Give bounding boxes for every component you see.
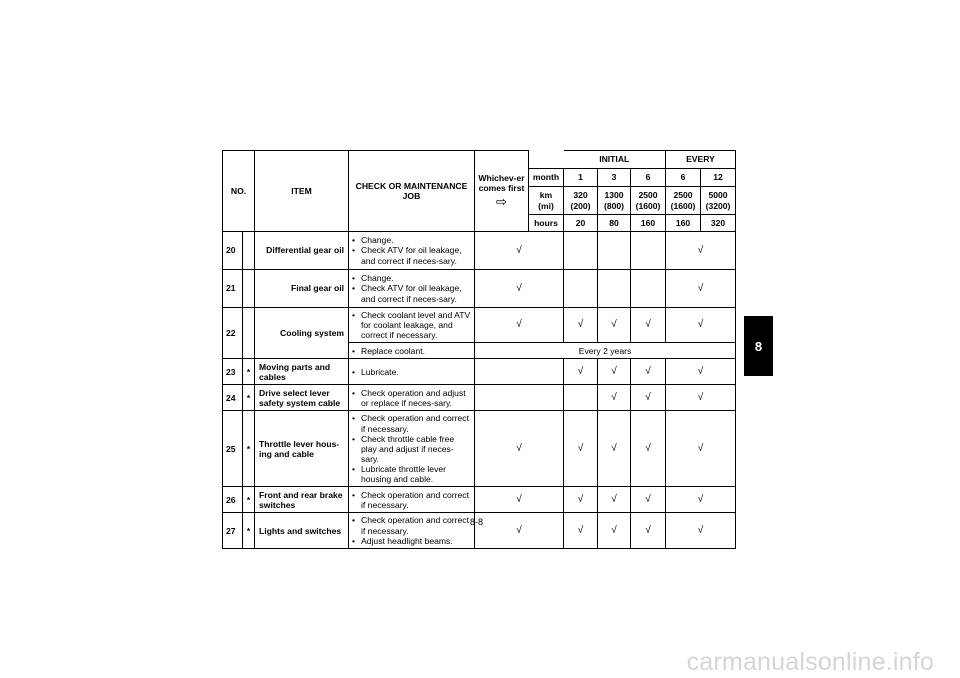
- table-row: [223, 487, 736, 513]
- header-initial: INITIAL: [564, 151, 666, 169]
- check-mark: √: [598, 487, 631, 513]
- check-mark: √: [598, 385, 631, 411]
- job-line: • Check operation and correct if necessary.: [352, 490, 471, 510]
- row-job: [349, 270, 475, 308]
- km-label: km (mi): [529, 187, 564, 215]
- hours-label: hours: [529, 215, 564, 232]
- month-2: 3: [598, 169, 631, 187]
- check-mark: √: [666, 270, 736, 308]
- row-job: [349, 359, 475, 385]
- row-item: Front and rear brake switches: [255, 487, 349, 513]
- table-row: [223, 411, 736, 487]
- job-line: • Check operation and correct if necessary.: [352, 413, 471, 433]
- row-number: 24: [223, 385, 243, 411]
- check-mark: √: [666, 308, 736, 343]
- check-mark: √: [666, 487, 736, 513]
- check-mark: √: [598, 513, 631, 548]
- job-line: • Change.: [352, 235, 471, 245]
- check-mark: √: [598, 411, 631, 487]
- row-number: 23: [223, 359, 243, 385]
- check-mark: √: [564, 359, 598, 385]
- row-star: *: [243, 385, 255, 411]
- check-mark: √: [666, 513, 736, 548]
- job-line: • Replace coolant.: [352, 346, 471, 356]
- month-4: 6: [666, 169, 701, 187]
- row-item: Throttle lever hous-ing and cable: [255, 411, 349, 487]
- right-arrow-icon: ⇨: [496, 193, 507, 209]
- check-mark: √: [631, 513, 666, 548]
- header-job: CHECK OR MAINTENANCE JOB: [349, 151, 475, 232]
- check-mark: √: [475, 232, 564, 270]
- header-row-1: [223, 151, 736, 169]
- row-number: 22: [223, 308, 243, 359]
- row-star: [243, 308, 255, 359]
- month-3: 6: [631, 169, 666, 187]
- check-mark: √: [666, 359, 736, 385]
- row-item: Lights and switches: [255, 513, 349, 548]
- check-mark: √: [631, 359, 666, 385]
- whichever-text: Whichev-er comes first: [478, 172, 525, 193]
- job-line: • Lubricate.: [352, 367, 471, 377]
- table-row: [223, 385, 736, 411]
- row-number: 20: [223, 232, 243, 270]
- row-job: [349, 232, 475, 270]
- job-line: • Check throttle cable free play and adjust if neces-sary.: [352, 434, 471, 464]
- check-mark: √: [666, 411, 736, 487]
- job-line: • Change.: [352, 273, 471, 283]
- check-mark: √: [666, 232, 736, 270]
- job-line: • Lubricate throttle lever housing and cable.: [352, 464, 471, 484]
- table-row: [223, 359, 736, 385]
- row-star: *: [243, 411, 255, 487]
- km-4: 2500 (1600): [666, 187, 701, 215]
- watermark: carmanualsonline.info: [686, 648, 934, 676]
- row-item: Drive select lever safety system cable: [255, 385, 349, 411]
- check-mark: √: [666, 385, 736, 411]
- table-row: [223, 308, 736, 343]
- row-job: [349, 343, 475, 359]
- check-mark: √: [564, 513, 598, 548]
- row-number: 25: [223, 411, 243, 487]
- row-job: [349, 385, 475, 411]
- header-item: ITEM: [255, 151, 349, 232]
- row-job: [349, 513, 475, 548]
- month-label: month: [529, 169, 564, 187]
- row-item: Differential gear oil: [255, 232, 349, 270]
- job-line: • Check ATV for oil leakage, and correct if neces-sary.: [352, 283, 471, 303]
- job-line: • Check operation and adjust or replace if neces-sary.: [352, 388, 471, 408]
- row-star: [243, 270, 255, 308]
- row-star: [243, 232, 255, 270]
- table-row: [223, 232, 736, 270]
- row-number: 27: [223, 513, 243, 548]
- row-job: [349, 308, 475, 343]
- check-mark: √: [475, 308, 564, 343]
- check-mark: √: [598, 308, 631, 343]
- check-mark: √: [631, 308, 666, 343]
- month-1: 1: [564, 169, 598, 187]
- check-mark: √: [564, 308, 598, 343]
- check-mark: √: [631, 487, 666, 513]
- check-mark: √: [631, 411, 666, 487]
- table-row: [223, 270, 736, 308]
- check-mark: √: [475, 513, 564, 548]
- row-star: *: [243, 513, 255, 548]
- chapter-tab: 8: [744, 316, 773, 376]
- header-whichever: [475, 151, 529, 232]
- job-line: • Check operation and correct if necessary.: [352, 515, 471, 535]
- header-every: EVERY: [666, 151, 736, 169]
- row-item: Final gear oil: [255, 270, 349, 308]
- row-job: [349, 411, 475, 487]
- job-line: • Check ATV for oil leakage, and correct if neces-sary.: [352, 245, 471, 265]
- km-2: 1300 (800): [598, 187, 631, 215]
- hours-1: 20: [564, 215, 598, 232]
- row-job: [349, 487, 475, 513]
- hours-4: 160: [666, 215, 701, 232]
- row-item: Cooling system: [255, 308, 349, 359]
- row-star: *: [243, 359, 255, 385]
- check-mark: √: [564, 487, 598, 513]
- maintenance-table: [222, 150, 736, 549]
- every-2-years: Every 2 years: [475, 343, 736, 359]
- page-number: 8-8: [470, 517, 484, 527]
- hours-5: 320: [701, 215, 736, 232]
- km-1: 320 (200): [564, 187, 598, 215]
- check-mark: √: [564, 411, 598, 487]
- check-mark: √: [631, 385, 666, 411]
- check-mark: √: [475, 270, 564, 308]
- job-line: • Adjust headlight beams.: [352, 536, 471, 546]
- row-number: 21: [223, 270, 243, 308]
- header-no: NO.: [223, 151, 255, 232]
- row-number: 26: [223, 487, 243, 513]
- row-item: Moving parts and cables: [255, 359, 349, 385]
- check-mark: √: [475, 487, 564, 513]
- check-mark: √: [598, 359, 631, 385]
- km-5: 5000 (3200): [701, 187, 736, 215]
- check-mark: √: [475, 411, 564, 487]
- month-5: 12: [701, 169, 736, 187]
- km-3: 2500 (1600): [631, 187, 666, 215]
- hours-3: 160: [631, 215, 666, 232]
- job-line: • Check coolant level and ATV for coolant leakage, and correct if necessary.: [352, 310, 471, 340]
- hours-2: 80: [598, 215, 631, 232]
- row-star: *: [243, 487, 255, 513]
